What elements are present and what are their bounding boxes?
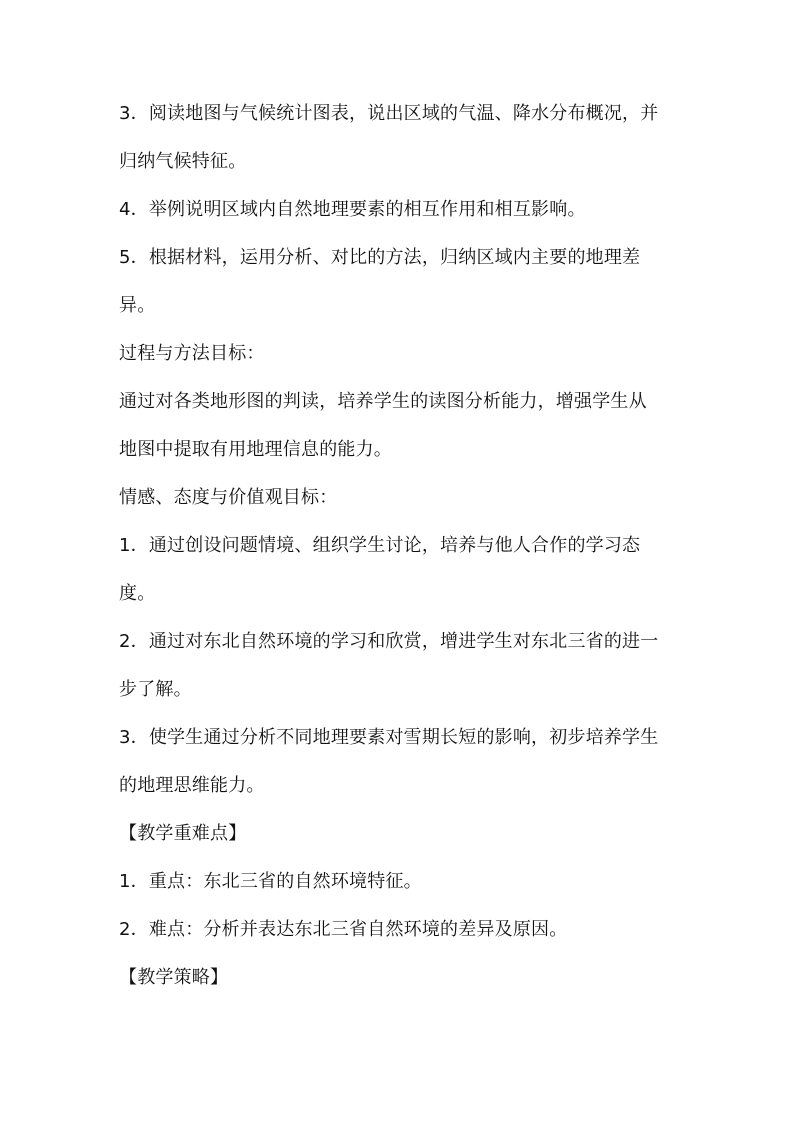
objective-5-line-1: 5．根据材料，运用分析、对比的方法，归纳区域内主要的地理差 <box>119 247 641 268</box>
key-point-line: 1．重点：东北三省的自然环境特征。 <box>119 871 422 892</box>
process-method-line-1: 通过对各类地形图的判读，培养学生的读图分析能力，增强学生从 <box>119 391 647 412</box>
process-method-heading: 过程与方法目标： <box>119 343 265 364</box>
objective-4-line: 4．举例说明区域内自然地理要素的相互作用和相互影响。 <box>119 199 586 220</box>
emotion-attitude-heading: 情感、态度与价值观目标： <box>119 487 338 508</box>
difficult-point-line: 2．难点：分析并表达东北三省自然环境的差异及原因。 <box>119 919 568 940</box>
process-method-line-2: 地图中提取有用地理信息的能力。 <box>119 439 392 460</box>
teaching-strategy-heading: 【教学策略】 <box>119 967 229 988</box>
objective-5-line-2: 异。 <box>119 295 156 316</box>
emotion-item-3-line-2: 的地理思维能力。 <box>119 775 265 796</box>
emotion-item-2-line-2: 步了解。 <box>119 679 192 700</box>
key-difficult-points-heading: 【教学重难点】 <box>119 823 247 844</box>
emotion-item-1-line-2: 度。 <box>119 583 156 604</box>
emotion-item-3-line-1: 3．使学生通过分析不同地理要素对雪期长短的影响，初步培养学生 <box>119 727 659 748</box>
emotion-item-2-line-1: 2．通过对东北自然环境的学习和欣赏，增进学生对东北三省的进一 <box>119 631 659 652</box>
objective-3-line-2: 归纳气候特征。 <box>119 151 247 172</box>
objective-3-line-1: 3．阅读地图与气候统计图表，说出区域的气温、降水分布概况，并 <box>119 103 659 124</box>
emotion-item-1-line-1: 1．通过创设问题情境、组织学生讨论，培养与他人合作的学习态 <box>119 535 641 556</box>
